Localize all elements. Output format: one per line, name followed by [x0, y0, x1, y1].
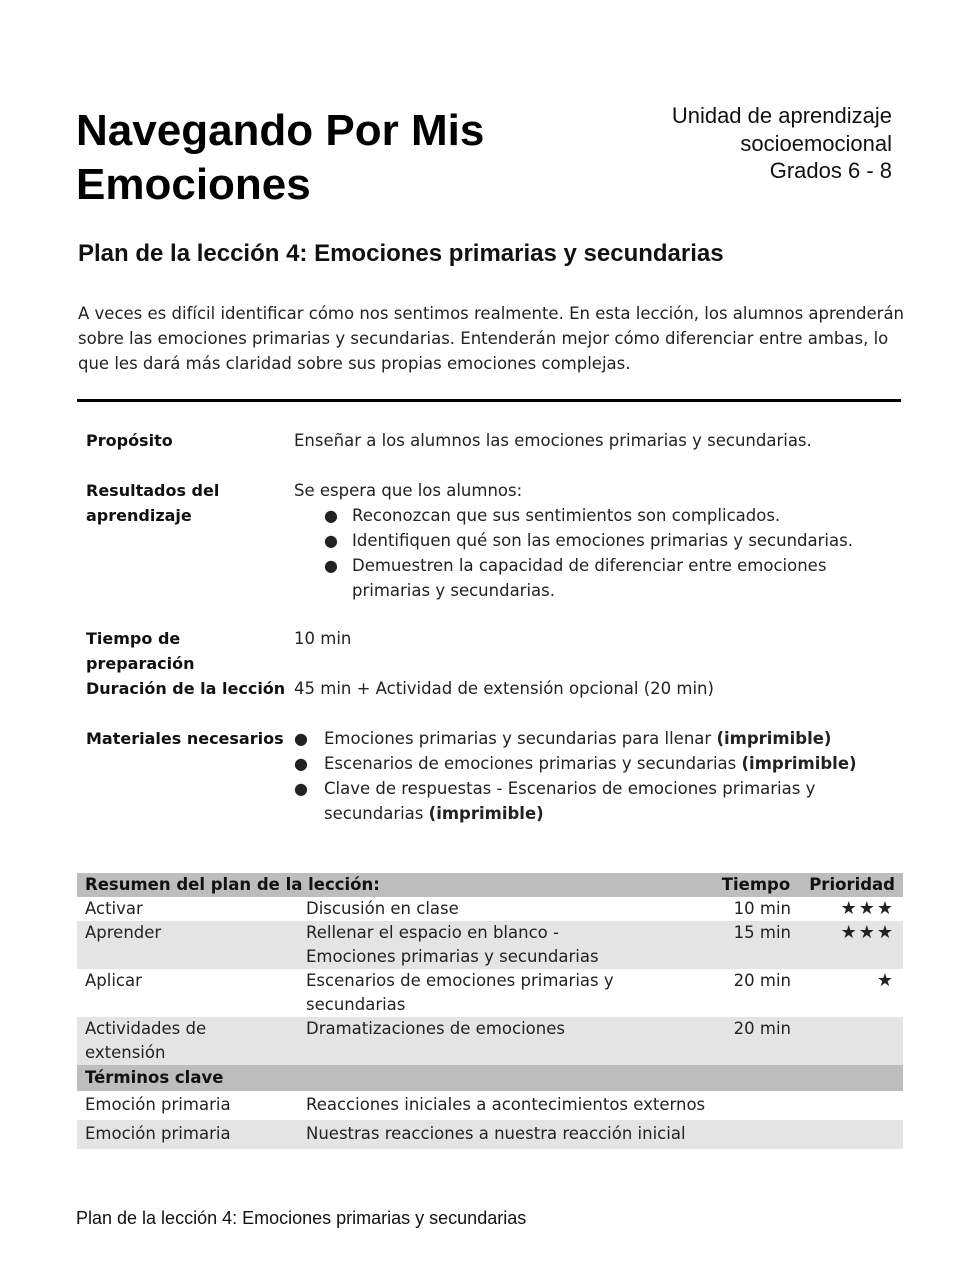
page-footer: Plan de la lección 4: Emociones primarias y secundarias: [76, 1208, 527, 1228]
definition-cell: Nuestras reacciones a nuestra reacción inicial: [298, 1120, 903, 1149]
list-item: [294, 528, 894, 553]
unit-line-3: Grados 6 - 8: [769, 158, 892, 183]
key-terms-header-row: [77, 1065, 903, 1091]
title-line-1: Navegando Por Mis: [76, 106, 485, 155]
priority-stars: ★★★: [840, 898, 895, 919]
printable-link[interactable]: (imprimible): [716, 729, 832, 748]
table-row: [77, 897, 903, 921]
time-cell: 15 min: [713, 921, 799, 969]
outcome-text: Identifiquen qué son las emociones primarias y secundarias.: [352, 531, 853, 550]
priority-stars: [799, 1017, 903, 1065]
duration-label: Duración de la lección: [86, 679, 286, 698]
material-text: Emociones primarias y secundarias para llenar: [324, 729, 712, 748]
lesson-summary-table: [77, 873, 903, 1149]
prep-label: Tiempo de preparación: [86, 629, 195, 673]
phase-cell: Actividades de extensión: [77, 1017, 298, 1065]
phase-cell: Aplicar: [85, 971, 142, 990]
outcomes-value: [294, 478, 894, 603]
purpose-label: Propósito: [86, 431, 173, 450]
list-item: [294, 503, 894, 528]
key-terms-label: Términos clave: [77, 1065, 903, 1091]
priority-stars: ★: [876, 970, 895, 991]
material-text: Escenarios de emociones primarias y secundarias: [324, 754, 737, 773]
bullet-icon: ●: [324, 556, 338, 575]
activity-cell: Dramatizaciones de emociones: [298, 1017, 713, 1065]
list-item: [294, 751, 894, 776]
materials-label: Materiales necesarios: [86, 729, 284, 748]
outcome-text: Demuestren la capacidad de diferenciar entre emociones primarias y secundarias.: [352, 556, 827, 600]
activity-cell: Rellenar el espacio en blanco - Emociones primarias y secundarias: [298, 921, 713, 969]
bullet-icon: ●: [294, 729, 308, 748]
unit-info: [672, 102, 892, 185]
summary-header-time: Tiempo: [713, 873, 799, 897]
term-cell: Emoción primaria: [85, 1095, 231, 1114]
table-row: [77, 1091, 903, 1120]
outcomes-list: [294, 503, 894, 603]
bullet-icon: ●: [324, 531, 338, 550]
table-header-row: [77, 873, 903, 897]
list-item: [294, 553, 894, 603]
phase-cell: Activar: [85, 899, 143, 918]
activity-cell: Discusión en clase: [306, 899, 459, 918]
section-divider: [77, 399, 901, 402]
definition-cell: Reacciones iniciales a acontecimientos externos: [306, 1095, 706, 1114]
printable-link[interactable]: (imprimible): [741, 754, 857, 773]
activity-cell: Escenarios de emociones primarias y secundarias: [306, 971, 614, 1014]
prep-value: 10 min: [294, 629, 352, 648]
bullet-icon: ●: [294, 779, 308, 798]
unit-line-1: Unidad de aprendizaje: [671, 103, 892, 128]
time-cell: 20 min: [733, 971, 791, 990]
table-row: [77, 969, 903, 1017]
bullet-icon: ●: [294, 754, 308, 773]
table-row: [77, 1017, 903, 1065]
outcomes-label: Resultados del aprendizaje: [86, 481, 220, 525]
time-cell: 20 min: [713, 1017, 799, 1065]
duration-value: 45 min + Actividad de extensión opcional (20 min): [294, 679, 714, 698]
lesson-heading: Plan de la lección 4: Emociones primarias y secundarias: [78, 240, 724, 267]
outcome-text: Reconozcan que sus sentimientos son complicados.: [352, 506, 781, 525]
unit-line-2: socioemocional: [740, 130, 892, 156]
list-item: [294, 726, 894, 751]
purpose-value: Enseñar a los alumnos las emociones primarias y secundarias.: [294, 431, 812, 450]
phase-cell: Aprender: [77, 921, 298, 969]
title-line-2: Emociones: [76, 160, 311, 209]
table-row: [77, 921, 903, 969]
table-row: [77, 1120, 903, 1149]
material-text: Clave de respuestas - Escenarios de emociones primarias y secundarias: [324, 779, 816, 823]
document-title: [76, 104, 596, 212]
materials-value: [294, 726, 894, 826]
list-item: [294, 776, 894, 826]
materials-list: [294, 726, 894, 826]
bullet-icon: ●: [324, 506, 338, 525]
priority-stars: ★★★: [799, 921, 903, 969]
summary-header-title: Resumen del plan de la lección:: [77, 873, 713, 897]
intro-paragraph: A veces es difícil identificar cómo nos sentimos realmente. En esta lección, los alumnos aprenderán sobre las emociones primarias y secundarias. Entenderán mejor cómo diferenciar entre ambas, lo que les dará más claridad sobre sus propias emociones complejas.: [78, 304, 905, 373]
outcomes-intro: Se espera que los alumnos:: [294, 481, 523, 500]
summary-header-priority: Prioridad: [799, 873, 903, 897]
term-cell: Emoción primaria: [77, 1120, 298, 1149]
printable-link[interactable]: (imprimible): [428, 804, 544, 823]
time-cell: 10 min: [733, 899, 791, 918]
